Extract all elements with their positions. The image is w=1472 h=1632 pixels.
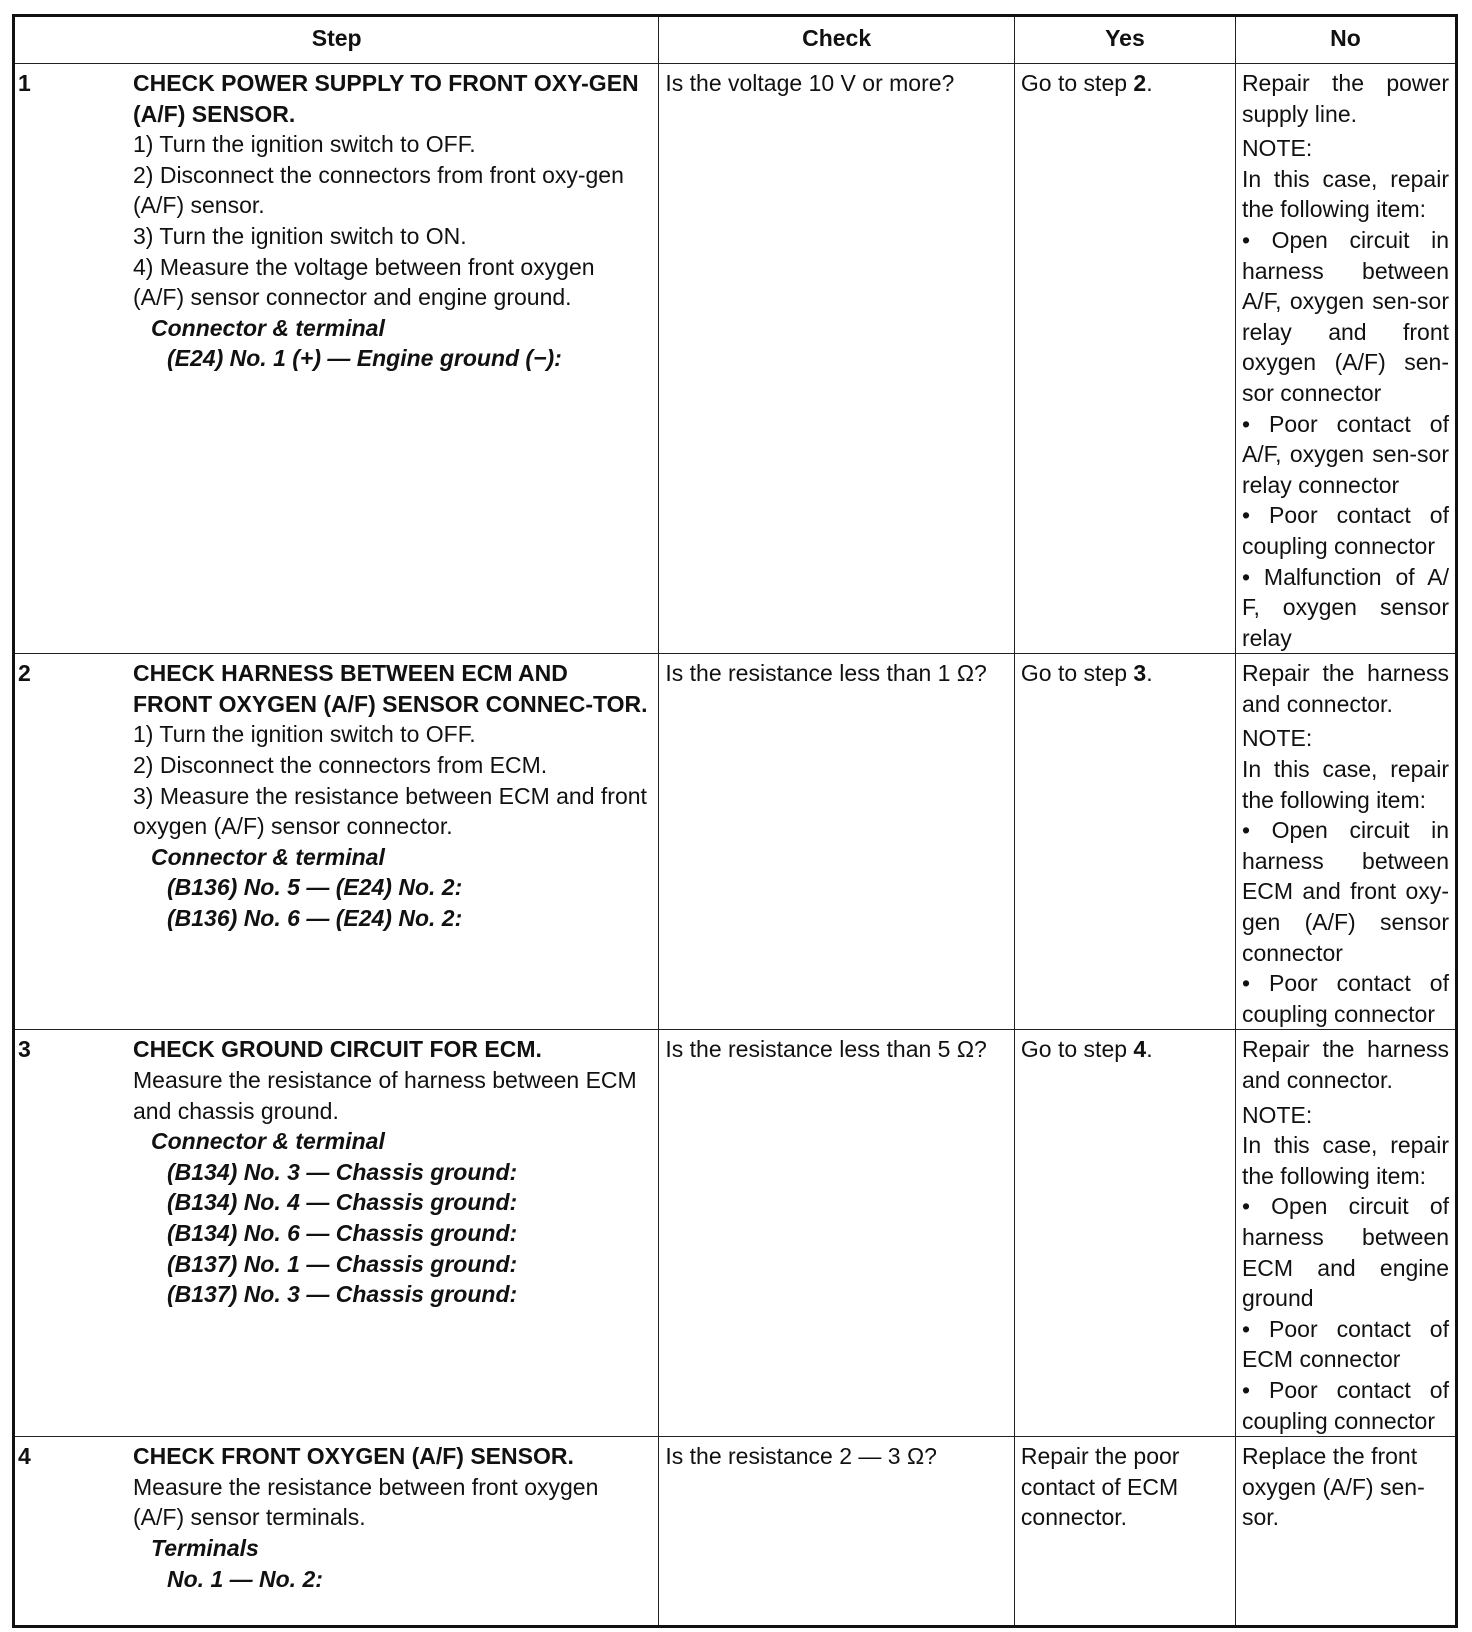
note-bullet: • Poor contact of coupling connector bbox=[1241, 970, 1449, 1027]
note-bullet: • Open circuit in harness between A/F, oxygen sen-sor relay and front oxygen (A/F) sen-sor connector bbox=[1241, 226, 1449, 406]
yes-cell bbox=[1014, 1030, 1235, 1437]
note-bullet: • Poor contact of A/F, oxygen sen-sor relay connector bbox=[1241, 410, 1449, 498]
no-cell bbox=[1235, 64, 1456, 654]
connector-label: Connector & terminal bbox=[151, 314, 385, 341]
step-title: CHECK FRONT OXYGEN (A/F) SENSOR. bbox=[133, 1443, 574, 1470]
connector-item: (B137) No. 1 — Chassis ground: bbox=[167, 1250, 518, 1277]
table-row bbox=[14, 1030, 1457, 1437]
step-number: 1 bbox=[18, 70, 31, 96]
terminals-label: Terminals bbox=[151, 1534, 259, 1561]
check-cell: Is the resistance less than 1 Ω? bbox=[659, 654, 1015, 1030]
step-instruction: Measure the resistance between front oxygen (A/F) sensor terminals. bbox=[133, 1473, 599, 1531]
note-intro: In this case, repair the following item: bbox=[1241, 165, 1449, 223]
connector-item: (B137) No. 3 — Chassis ground: bbox=[167, 1281, 518, 1308]
no-main: Repair the power supply line. bbox=[1241, 70, 1449, 127]
step-instruction: 3) Measure the resistance between ECM and front oxygen (A/F) sensor connector. bbox=[133, 782, 647, 840]
yes-prefix: Go to step bbox=[1020, 70, 1134, 96]
connector-item: (B136) No. 6 — (E24) No. 2: bbox=[167, 905, 463, 932]
connector-item: (B134) No. 4 — Chassis ground: bbox=[167, 1189, 518, 1216]
table-row bbox=[14, 654, 1457, 1030]
step-instruction: 2) Disconnect the connectors from ECM. bbox=[133, 752, 548, 779]
step-instruction: 4) Measure the voltage between front oxygen (A/F) sensor connector and engine ground. bbox=[133, 253, 595, 311]
connector-item: (B136) No. 5 — (E24) No. 2: bbox=[167, 874, 463, 901]
step-title: CHECK GROUND CIRCUIT FOR ECM. bbox=[133, 1036, 542, 1063]
connector-item: (B134) No. 3 — Chassis ground: bbox=[167, 1158, 518, 1185]
note-bullet: • Open circuit of harness between ECM and engine ground bbox=[1241, 1193, 1449, 1312]
check-cell: Is the resistance 2 — 3 Ω? bbox=[659, 1437, 1015, 1627]
header-yes: Yes bbox=[1014, 16, 1235, 64]
note-intro: In this case, repair the following item: bbox=[1241, 756, 1449, 813]
no-main: Repair the harness and connector. bbox=[1241, 660, 1449, 717]
connector-item: (B134) No. 6 — Chassis ground: bbox=[167, 1219, 518, 1246]
note-bullet: • Poor contact of coupling connector bbox=[1241, 1376, 1449, 1434]
step-instruction: 2) Disconnect the connectors from front oxy-gen (A/F) sensor. bbox=[133, 161, 624, 219]
step-number: 4 bbox=[18, 1443, 31, 1470]
diagnostic-table bbox=[12, 14, 1458, 1628]
step-title: CHECK POWER SUPPLY TO FRONT OXY-GEN (A/F) SENSOR. bbox=[133, 70, 639, 127]
step-instruction: 1) Turn the ignition switch to OFF. bbox=[133, 721, 476, 748]
note-bullet: • Poor contact of coupling connector bbox=[1241, 502, 1449, 559]
no-cell bbox=[1235, 654, 1456, 1030]
yes-prefix: Go to step bbox=[1020, 1036, 1134, 1063]
yes-step: 2 bbox=[1133, 70, 1147, 96]
check-cell: Is the voltage 10 V or more? bbox=[659, 64, 1015, 654]
connector-label: Connector & terminal bbox=[151, 843, 385, 870]
step-cell bbox=[14, 1030, 659, 1437]
note-label: NOTE: bbox=[1241, 1101, 1313, 1128]
step-cell bbox=[14, 1437, 659, 1627]
yes-step: 4 bbox=[1133, 1036, 1147, 1063]
note-label: NOTE: bbox=[1241, 725, 1313, 752]
step-number: 3 bbox=[18, 1036, 31, 1063]
yes-suffix: . bbox=[1146, 660, 1153, 687]
yes-suffix: . bbox=[1146, 70, 1153, 96]
no-cell: Replace the front oxygen (A/F) sen-sor. bbox=[1235, 1437, 1456, 1627]
yes-cell: Repair the poor contact of ECM connector. bbox=[1014, 1437, 1235, 1627]
step-number: 2 bbox=[18, 660, 31, 687]
yes-cell bbox=[1014, 654, 1235, 1030]
header-row bbox=[14, 16, 1457, 64]
header-no: No bbox=[1235, 16, 1456, 64]
table-row bbox=[14, 1437, 1457, 1627]
step-instruction: 3) Turn the ignition switch to ON. bbox=[133, 222, 467, 249]
note-bullet: • Poor contact of ECM connector bbox=[1241, 1315, 1449, 1373]
yes-suffix: . bbox=[1146, 1036, 1153, 1063]
header-step: Step bbox=[14, 16, 659, 64]
table-row bbox=[14, 64, 1457, 654]
header-check: Check bbox=[659, 16, 1015, 64]
step-cell bbox=[14, 64, 659, 654]
note-intro: In this case, repair the following item: bbox=[1241, 1132, 1449, 1189]
note-bullet: • Open circuit in harness between ECM and front oxy-gen (A/F) sensor connector bbox=[1241, 817, 1449, 966]
no-main: Repair the harness and connector. bbox=[1241, 1036, 1449, 1093]
step-cell bbox=[14, 654, 659, 1030]
yes-prefix: Go to step bbox=[1020, 660, 1134, 687]
terminal-item: No. 1 — No. 2: bbox=[167, 1565, 323, 1592]
no-cell bbox=[1235, 1030, 1456, 1437]
yes-cell bbox=[1014, 64, 1235, 654]
check-cell: Is the resistance less than 5 Ω? bbox=[659, 1030, 1015, 1437]
step-instruction: Measure the resistance of harness between ECM and chassis ground. bbox=[133, 1067, 637, 1124]
yes-step: 3 bbox=[1133, 660, 1147, 687]
note-bullet: • Malfunction of A/ F, oxygen sensor relay bbox=[1241, 563, 1449, 651]
step-instruction: 1) Turn the ignition switch to OFF. bbox=[133, 131, 476, 158]
note-label: NOTE: bbox=[1241, 135, 1313, 162]
connector-item: (E24) No. 1 (+) — Engine ground (−): bbox=[167, 345, 562, 372]
connector-label: Connector & terminal bbox=[151, 1128, 385, 1155]
step-title: CHECK HARNESS BETWEEN ECM AND FRONT OXYGEN (A/F) SENSOR CONNEC-TOR. bbox=[133, 660, 648, 717]
